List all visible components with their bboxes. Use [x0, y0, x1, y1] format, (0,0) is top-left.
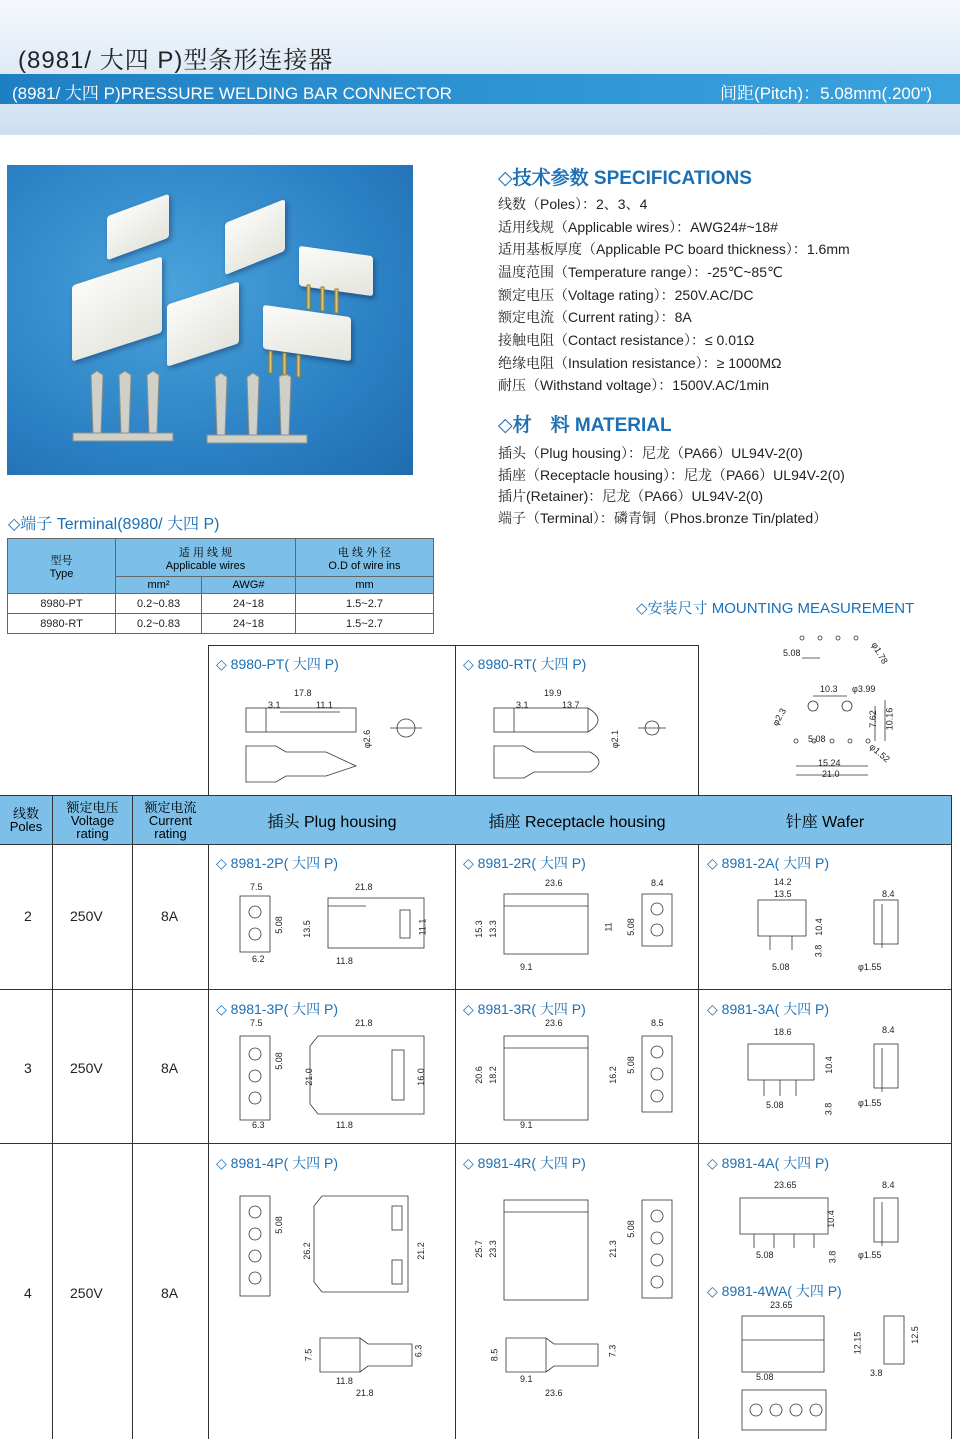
row-2-receptacle-label: ◇ 8981-2R( 大四 P)	[463, 855, 586, 871]
row-4-wafer-label: ◇ 8981-4A( 大四 P)	[707, 1155, 830, 1171]
dim: 11.8	[336, 1376, 353, 1386]
dim: 11.1	[417, 918, 428, 936]
mount-dim-762: 7.62	[867, 710, 878, 728]
header-plug: 插头 Plug housing	[267, 813, 397, 831]
page-subtitle: (8981/ 大四 P)PRESSURE WELDING BAR CONNECTOR	[12, 84, 452, 103]
dim: 21.0	[303, 1068, 314, 1086]
dim: 9.1	[520, 1120, 533, 1130]
row-2-current: 8A	[161, 908, 179, 924]
dim: 12.5	[909, 1326, 920, 1344]
row-2-wafer-label: ◇ 8981-2A( 大四 P)	[707, 855, 830, 871]
dim: 21.3	[607, 1240, 618, 1258]
header-receptacle: 插座 Receptacle housing	[488, 813, 666, 831]
dim: 10.4	[823, 1056, 834, 1074]
grid-line	[0, 1143, 952, 1144]
row-3-receptacle-drawing	[486, 1030, 686, 1125]
spec-insulation-resistance: 绝缘电阻（Insulation resistance）：≥ 1000MΩ	[498, 355, 782, 371]
dim: 5.08	[625, 1220, 636, 1238]
mount-dim-pitch-2: 5.08	[808, 734, 826, 744]
spec-withstand-voltage: 耐压（Withstand voltage）：1500V.AC/1min	[498, 377, 770, 393]
dim: φ1.55	[858, 1098, 882, 1108]
mount-dim-1016: 10.16	[884, 707, 895, 731]
dim: 16.0	[415, 1068, 426, 1086]
row-3-wafer-label: ◇ 8981-3A( 大四 P)	[707, 1001, 830, 1017]
header-poles: 线数 Poles	[9, 806, 43, 834]
grid-line	[951, 796, 952, 1439]
pt-dim-31: 3.1	[268, 700, 281, 710]
row-4-voltage: 250V	[70, 1285, 103, 1301]
row-4-wafer-2-label: ◇ 8981-4WA( 大四 P)	[707, 1283, 842, 1299]
grid-line	[698, 645, 699, 1439]
grid-line	[208, 645, 209, 1439]
dim: 26.2	[301, 1242, 312, 1260]
dim: 15.3	[473, 920, 484, 938]
mount-dim-hole: φ1.78	[869, 640, 890, 666]
mount-dim-boss-spacing: 10.3	[820, 684, 838, 694]
material-plug: 插头（Plug housing）：尼龙（PA66）UL94V-2(0)	[498, 445, 803, 461]
row-4-receptacle-side-drawing	[504, 1334, 604, 1376]
dim: 3.8	[823, 1102, 834, 1116]
dim: 9.1	[520, 962, 533, 972]
dim: φ1.55	[858, 1250, 882, 1260]
unit-mm: mm	[296, 577, 434, 594]
mount-dim-boss: φ3.99	[852, 684, 876, 694]
spec-applicable-wires: 适用线规（Applicable wires）：AWG24#~18#	[498, 219, 778, 235]
terminal-table	[7, 538, 434, 634]
unit-awg: AWG#	[202, 577, 296, 594]
dim: 7.5	[250, 882, 263, 892]
unit-mm2: mm²	[116, 577, 202, 594]
dim: 5.08	[756, 1372, 774, 1382]
dim: 10.4	[825, 1210, 836, 1228]
rt-dim-31: 3.1	[516, 700, 529, 710]
header-wafer: 针座 Wafer	[785, 813, 865, 831]
spec-current: 额定电流（Current rating）：8A	[498, 309, 692, 325]
table-row: 8980-PT 0.2~0.83 24~18 1.5~2.7	[8, 594, 434, 614]
pt-dim-111: 11.1	[316, 700, 333, 710]
grid-line	[0, 989, 952, 990]
page-title: (8981/ 大四 P)型条形连接器	[18, 47, 334, 74]
row-3-poles: 3	[24, 1060, 32, 1076]
spec-voltage: 额定电压（Voltage rating）：250V.AC/DC	[498, 287, 754, 303]
col-type: 型号 Type	[8, 539, 116, 594]
rt-dim-137: 13.7	[562, 700, 580, 710]
dim: 8.4	[882, 1025, 895, 1035]
dim: 5.08	[772, 962, 790, 972]
col-applicable-wires: 适 用 线 规 Applicable wires	[116, 539, 296, 577]
dim: 13.5	[301, 920, 312, 938]
dim: 16.2	[607, 1066, 618, 1084]
terminal-pt-label: ◇ 8980-PT( 大四 P)	[216, 656, 339, 672]
terminal-pt-drawing	[240, 698, 440, 778]
row-4-plug-drawing	[236, 1190, 436, 1300]
grid-line	[0, 844, 952, 845]
header-voltage: 额定电压 Voltage rating	[66, 799, 119, 841]
dim: 18.2	[487, 1066, 498, 1084]
dim: 7.5	[303, 1348, 314, 1362]
grid-line	[52, 796, 53, 1439]
row-3-voltage: 250V	[70, 1060, 103, 1076]
row-2-wafer-drawing	[740, 890, 910, 965]
terminal-rt-label: ◇ 8980-RT( 大四 P)	[463, 656, 587, 672]
row-2-poles: 2	[24, 908, 32, 924]
rt-dim-length: 19.9	[544, 688, 562, 698]
material-retainer: 插片(Retainer)：尼龙（PA66）UL94V-2(0)	[498, 488, 764, 504]
row-3-plug-drawing	[236, 1030, 436, 1130]
dim: 21.8	[356, 1388, 374, 1398]
dim: 6.3	[252, 1120, 265, 1130]
header-current: 额定电流 Current rating	[144, 799, 197, 841]
row-2-plug-drawing	[236, 890, 436, 960]
dim: 21.8	[355, 1018, 373, 1028]
grid-line	[455, 645, 456, 1439]
row-2-plug-label: ◇ 8981-2P( 大四 P)	[216, 855, 339, 871]
terminal-title: ◇端子 Terminal(8980/ 大四 P)	[8, 516, 220, 533]
dim: φ1.55	[858, 962, 882, 972]
dim: 23.6	[545, 1388, 563, 1398]
mount-dim-210: 21.0	[822, 769, 840, 779]
dim: 11.8	[336, 1120, 353, 1130]
grid-line	[208, 645, 699, 646]
table-row: 8980-RT 0.2~0.83 24~18 1.5~2.7	[8, 614, 434, 634]
dim: 25.7	[473, 1240, 484, 1258]
mount-dim-pitch: 5.08	[783, 648, 801, 658]
dim: 8.4	[651, 878, 664, 888]
pt-dim-length: 17.8	[294, 688, 312, 698]
row-3-current: 8A	[161, 1060, 179, 1076]
mount-dim-152: φ1.52	[867, 741, 892, 765]
dim: 6.2	[252, 954, 265, 964]
dim: 13.3	[487, 920, 498, 938]
spec-temperature: 温度范围（Temperature range）：-25℃~85℃	[498, 264, 783, 280]
row-4-receptacle-label: ◇ 8981-4R( 大四 P)	[463, 1155, 586, 1171]
dim: 21.2	[415, 1242, 426, 1260]
dim: 23.3	[487, 1240, 498, 1258]
dim: 23.6	[545, 1018, 563, 1028]
row-3-receptacle-label: ◇ 8981-3R( 大四 P)	[463, 1001, 586, 1017]
dim: 9.1	[520, 1374, 533, 1384]
title-bar	[0, 74, 960, 104]
grid-line	[132, 796, 133, 1439]
dim: 23.6	[545, 878, 563, 888]
row-4-plug-side-drawing	[318, 1334, 418, 1376]
product-photo	[7, 165, 413, 475]
terminal-rt-drawing	[488, 698, 688, 778]
row-4-receptacle-drawing	[486, 1194, 686, 1304]
dim: 5.08	[625, 918, 636, 936]
dim: 8.4	[882, 889, 895, 899]
dim: 7.5	[250, 1018, 263, 1028]
spec-contact-resistance: 接触电阻（Contact resistance）：≤ 0.01Ω	[498, 332, 755, 348]
row-3-plug-label: ◇ 8981-3P( 大四 P)	[216, 1001, 339, 1017]
mount-dim-1524: 15.24	[818, 758, 841, 768]
spec-poles: 线数（Poles）：2、3、4	[498, 196, 648, 212]
dim: 11	[603, 922, 614, 932]
dim: 3.8	[813, 944, 824, 958]
dim: 5.08	[273, 1216, 284, 1234]
dim: 11.8	[336, 956, 353, 966]
dim: 5.08	[766, 1100, 784, 1110]
material-receptacle: 插座（Receptacle housing）：尼龙（PA66）UL94V-2(0)	[498, 467, 845, 483]
dim: 12.15	[852, 1331, 863, 1355]
dim: 5.08	[273, 916, 284, 934]
dim: 3.8	[870, 1368, 883, 1378]
rt-dim-dia: φ2.1	[610, 729, 621, 749]
dim: 8.4	[882, 1180, 895, 1190]
dim: 20.6	[473, 1066, 484, 1084]
dim: 5.08	[625, 1056, 636, 1074]
row-2-receptacle-drawing	[486, 888, 686, 963]
dim: 8.5	[489, 1348, 500, 1362]
dim: 10.4	[813, 918, 824, 936]
dim: 13.5	[774, 889, 792, 899]
dim: 21.8	[355, 882, 373, 892]
pitch-label: 间距(Pitch)：5.08mm(.200")	[720, 84, 932, 103]
dim: 7.3	[607, 1344, 618, 1358]
material-heading: ◇材 料 MATERIAL	[498, 415, 672, 436]
mounting-title: ◇安装尺寸 MOUNTING MEASUREMENT	[636, 600, 915, 617]
dim: 5.08	[273, 1052, 284, 1070]
specifications-heading: ◇技术参数 SPECIFICATIONS	[498, 168, 752, 189]
material-terminal: 端子（Terminal）：磷青铜（Phos.bronze Tin/plated）	[498, 510, 828, 526]
dim: 3.8	[827, 1250, 838, 1264]
dim: 23.65	[770, 1300, 793, 1310]
dim: 6.3	[413, 1344, 424, 1358]
dim: 14.2	[774, 877, 792, 887]
col-od: 电 线 外 径 O.D of wire ins	[296, 539, 434, 577]
dim: 18.6	[774, 1027, 792, 1037]
row-4-current: 8A	[161, 1285, 179, 1301]
row-4-plug-label: ◇ 8981-4P( 大四 P)	[216, 1155, 339, 1171]
dim: 23.65	[774, 1180, 797, 1190]
dim: 5.08	[756, 1250, 774, 1260]
row-2-voltage: 250V	[70, 908, 103, 924]
terminal-strips-drawing	[7, 165, 413, 475]
pt-dim-dia: φ2.6	[362, 729, 373, 749]
mount-dim-slot: φ2.3	[770, 706, 789, 728]
dim: 8.5	[651, 1018, 664, 1028]
spec-board-thickness: 适用基板厚度（Applicable PC board thickness）：1.6mm	[498, 241, 850, 257]
row-4-poles: 4	[24, 1285, 32, 1301]
